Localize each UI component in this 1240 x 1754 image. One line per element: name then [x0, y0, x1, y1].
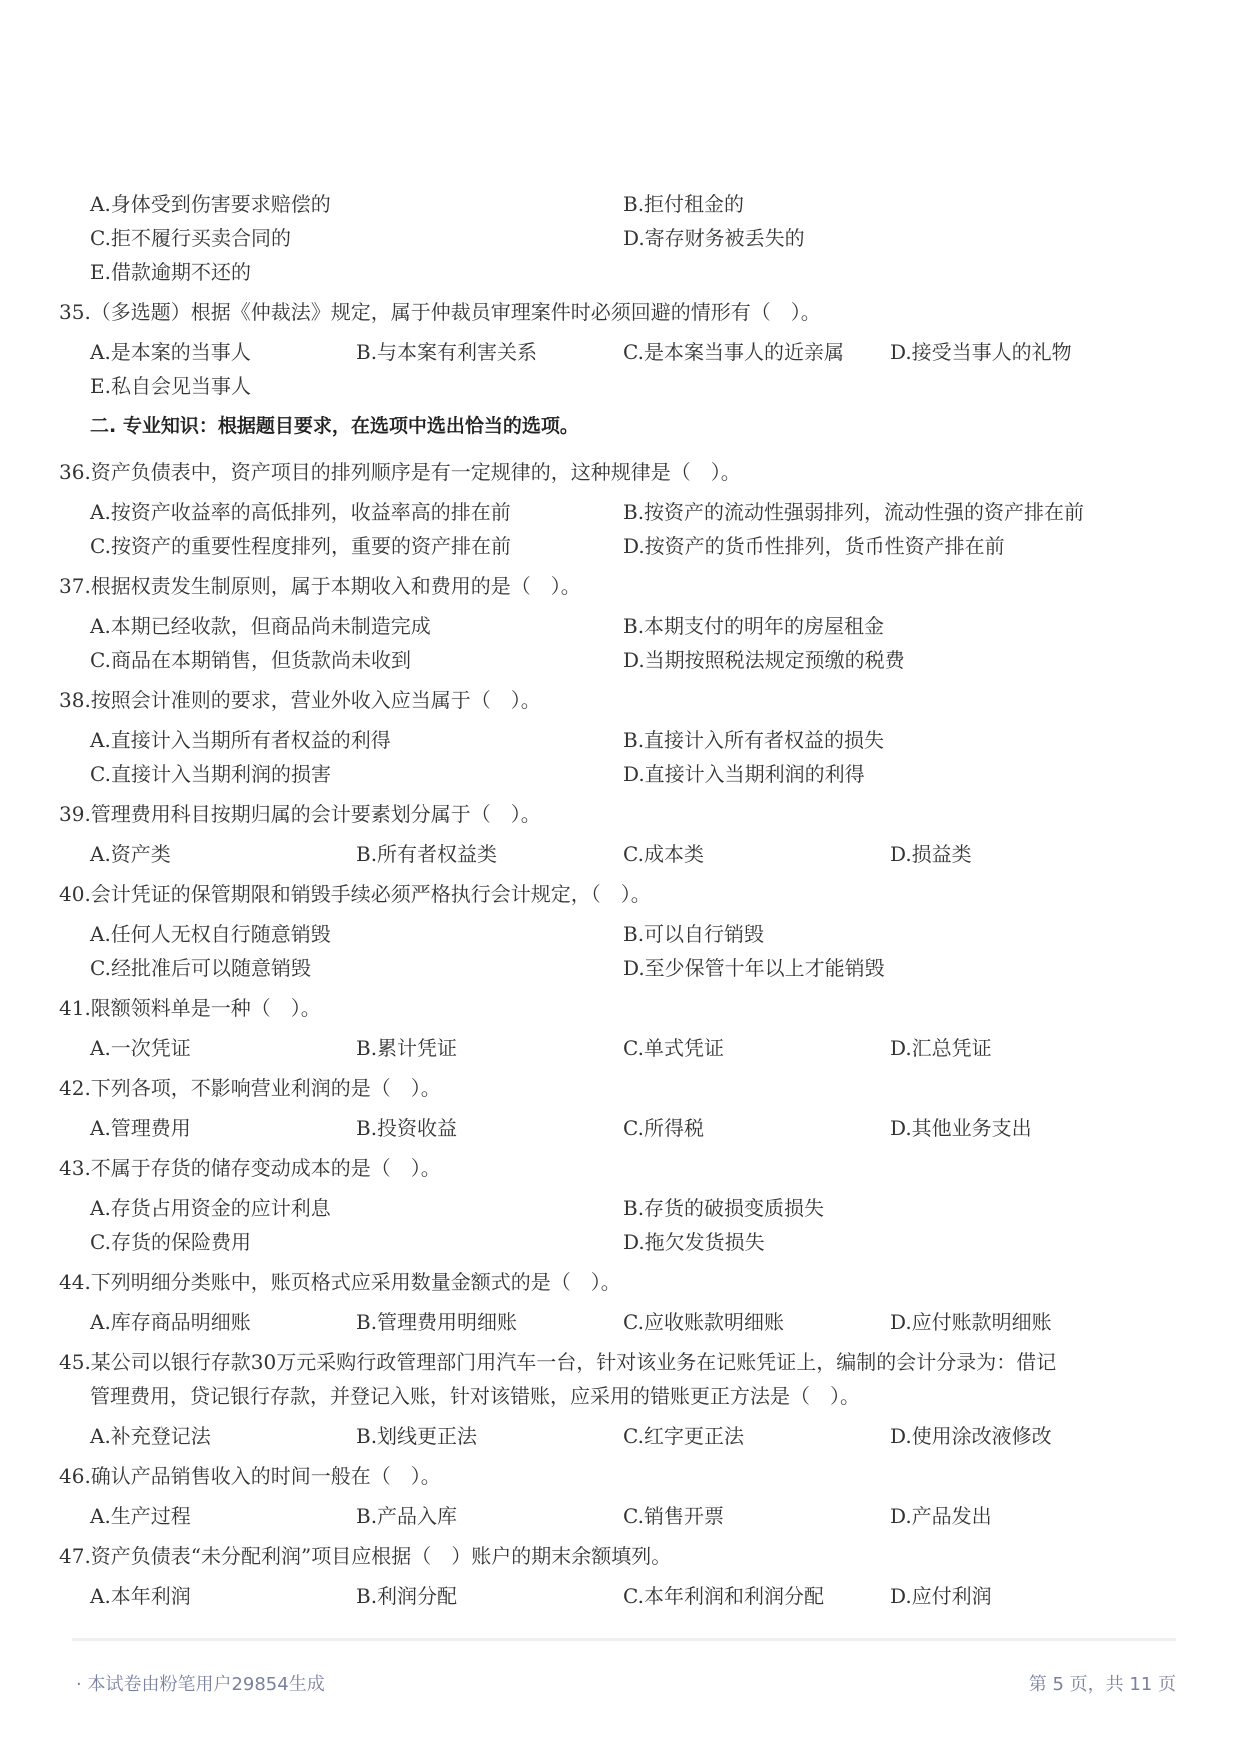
section-heading: 二. 专业知识：根据题目要求，在选项中选出恰当的选项。	[90, 415, 579, 437]
answer-option[interactable]: D.应付利润	[890, 1584, 992, 1608]
option-row	[59, 335, 1159, 369]
question-text: 47.资产负债表“未分配利润”项目应根据（ ）账户的期末余额填列。	[59, 1544, 672, 1568]
option-row	[59, 255, 1159, 289]
question-text: 36.资产负债表中，资产项目的排列顺序是有一定规律的，这种规律是（ ）。	[59, 460, 741, 484]
answer-option[interactable]: D.应付账款明细账	[890, 1310, 1052, 1334]
option-row	[59, 495, 1159, 529]
answer-option[interactable]: C.单式凭证	[623, 1036, 724, 1060]
answer-option[interactable]: B.按资产的流动性强弱排列，流动性强的资产排在前	[623, 500, 1085, 524]
answer-option[interactable]: A.管理费用	[90, 1116, 191, 1140]
option-row	[59, 1499, 1159, 1533]
answer-option[interactable]: B.管理费用明细账	[356, 1310, 518, 1334]
answer-option[interactable]: B.投资收益	[356, 1116, 458, 1140]
answer-option[interactable]: D.使用涂改液修改	[890, 1424, 1052, 1448]
option-row	[59, 917, 1159, 951]
option-row	[59, 757, 1159, 791]
question-text: 41.限额领料单是一种（ ）。	[59, 996, 321, 1020]
answer-option[interactable]: C.按资产的重要性程度排列，重要的资产排在前	[90, 534, 511, 558]
answer-option[interactable]: D.当期按照税法规定预缴的税费	[623, 648, 905, 672]
answer-option[interactable]: C.直接计入当期利润的损害	[90, 762, 331, 786]
answer-option[interactable]: C.红字更正法	[623, 1424, 744, 1448]
question-text: 42.下列各项，不影响营业利润的是（ ）。	[59, 1076, 441, 1100]
answer-option[interactable]: B.与本案有利害关系	[356, 340, 538, 364]
option-row	[59, 951, 1159, 985]
footer-generated-text: 本试卷由粉笔用户29854生成	[87, 1674, 325, 1695]
question-text: 40.会计凭证的保管期限和销毁手续必须严格执行会计规定，（ ）。	[59, 882, 651, 906]
answer-option[interactable]: C.经批准后可以随意销毁	[90, 956, 311, 980]
question-text: 45.某公司以银行存款30万元采购行政管理部门用汽车一台，针对该业务在记账凭证上，编制的会计分录为：借记	[59, 1350, 1057, 1374]
option-row	[59, 1225, 1159, 1259]
option-row	[59, 643, 1159, 677]
option-row	[59, 1305, 1159, 1339]
option-row	[59, 1111, 1159, 1145]
answer-option[interactable]: D.按资产的货币性排列，货币性资产排在前	[623, 534, 1005, 558]
answer-option[interactable]: E.借款逾期不还的	[90, 260, 251, 284]
question-text-continued: 管理费用，贷记银行存款，并登记入账，针对该错账，应采用的错账更正方法是（ ）。	[90, 1384, 860, 1408]
footer-page-info: 第 5 页，共 11 页	[1028, 1674, 1176, 1695]
option-row	[59, 1579, 1159, 1613]
answer-option[interactable]: C.销售开票	[623, 1504, 724, 1528]
answer-option[interactable]: D.寄存财务被丢失的	[623, 226, 805, 250]
option-row	[59, 837, 1159, 871]
answer-option[interactable]: A.生产过程	[90, 1504, 191, 1528]
answer-option[interactable]: B.本期支付的明年的房屋租金	[623, 614, 885, 638]
answer-option[interactable]: E.私自会见当事人	[90, 374, 251, 398]
answer-option[interactable]: A.资产类	[90, 842, 171, 866]
answer-option[interactable]: C.拒不履行买卖合同的	[90, 226, 291, 250]
option-row	[59, 187, 1159, 221]
answer-option[interactable]: B.所有者权益类	[356, 842, 498, 866]
question-text: 43.不属于存货的储存变动成本的是（ ）。	[59, 1156, 441, 1180]
answer-option[interactable]: B.产品入库	[356, 1504, 458, 1528]
answer-option[interactable]: A.本期已经收款，但商品尚未制造完成	[90, 614, 431, 638]
answer-option[interactable]: B.划线更正法	[356, 1424, 478, 1448]
answer-option[interactable]: D.接受当事人的礼物	[890, 340, 1072, 364]
answer-option[interactable]: B.利润分配	[356, 1584, 458, 1608]
answer-option[interactable]: D.产品发出	[890, 1504, 992, 1528]
answer-option[interactable]: D.汇总凭证	[890, 1036, 992, 1060]
question-text: 39.管理费用科目按期归属的会计要素划分属于（ ）。	[59, 802, 541, 826]
option-row	[59, 1031, 1159, 1065]
answer-option[interactable]: A.按资产收益率的高低排列，收益率高的排在前	[90, 500, 511, 524]
answer-option[interactable]: A.身体受到伤害要求赔偿的	[90, 192, 331, 216]
answer-option[interactable]: A.是本案的当事人	[90, 340, 251, 364]
answer-option[interactable]: A.存货占用资金的应计利息	[90, 1196, 331, 1220]
answer-option[interactable]: D.拖欠发货损失	[623, 1230, 765, 1254]
answer-option[interactable]: A.本年利润	[90, 1584, 191, 1608]
option-row	[59, 609, 1159, 643]
answer-option[interactable]: A.任何人无权自行随意销毁	[90, 922, 331, 946]
answer-option[interactable]: C.应收账款明细账	[623, 1310, 784, 1334]
answer-option[interactable]: A.一次凭证	[90, 1036, 191, 1060]
answer-option[interactable]: A.库存商品明细账	[90, 1310, 251, 1334]
answer-option[interactable]: C.成本类	[623, 842, 704, 866]
option-row	[59, 369, 1159, 403]
option-row	[59, 529, 1159, 563]
answer-option[interactable]: B.拒付租金的	[623, 192, 745, 216]
answer-option[interactable]: B.存货的破损变质损失	[623, 1196, 825, 1220]
question-text: 35.（多选题）根据《仲裁法》规定，属于仲裁员审理案件时必须回避的情形有（ ）。	[59, 300, 821, 324]
footer-generated-by: · 本试卷由粉笔用户29854生成	[76, 1674, 325, 1695]
answer-option[interactable]: D.其他业务支出	[890, 1116, 1032, 1140]
answer-option[interactable]: B.直接计入所有者权益的损失	[623, 728, 885, 752]
question-text: 38.按照会计准则的要求，营业外收入应当属于（ ）。	[59, 688, 541, 712]
answer-option[interactable]: A.直接计入当期所有者权益的利得	[90, 728, 391, 752]
answer-option[interactable]: D.损益类	[890, 842, 972, 866]
answer-option[interactable]: C.本年利润和利润分配	[623, 1584, 824, 1608]
answer-option[interactable]: C.商品在本期销售，但货款尚未收到	[90, 648, 411, 672]
answer-option[interactable]: B.累计凭证	[356, 1036, 458, 1060]
answer-option[interactable]: C.是本案当事人的近亲属	[623, 340, 844, 364]
option-row	[59, 221, 1159, 255]
question-text: 37.根据权责发生制原则，属于本期收入和费用的是（ ）。	[59, 574, 581, 598]
answer-option[interactable]: B.可以自行销毁	[623, 922, 765, 946]
question-text: 46.确认产品销售收入的时间一般在（ ）。	[59, 1464, 441, 1488]
answer-option[interactable]: C.存货的保险费用	[90, 1230, 251, 1254]
option-row	[59, 1191, 1159, 1225]
question-text: 44.下列明细分类账中，账页格式应采用数量金额式的是（ ）。	[59, 1270, 621, 1294]
answer-option[interactable]: D.直接计入当期利润的利得	[623, 762, 865, 786]
option-row	[59, 1419, 1159, 1453]
answer-option[interactable]: A.补充登记法	[90, 1424, 211, 1448]
answer-option[interactable]: C.所得税	[623, 1116, 704, 1140]
footer-divider	[72, 1638, 1176, 1641]
answer-option[interactable]: D.至少保管十年以上才能销毁	[623, 956, 885, 980]
exam-content	[59, 187, 1159, 1613]
option-row	[59, 723, 1159, 757]
